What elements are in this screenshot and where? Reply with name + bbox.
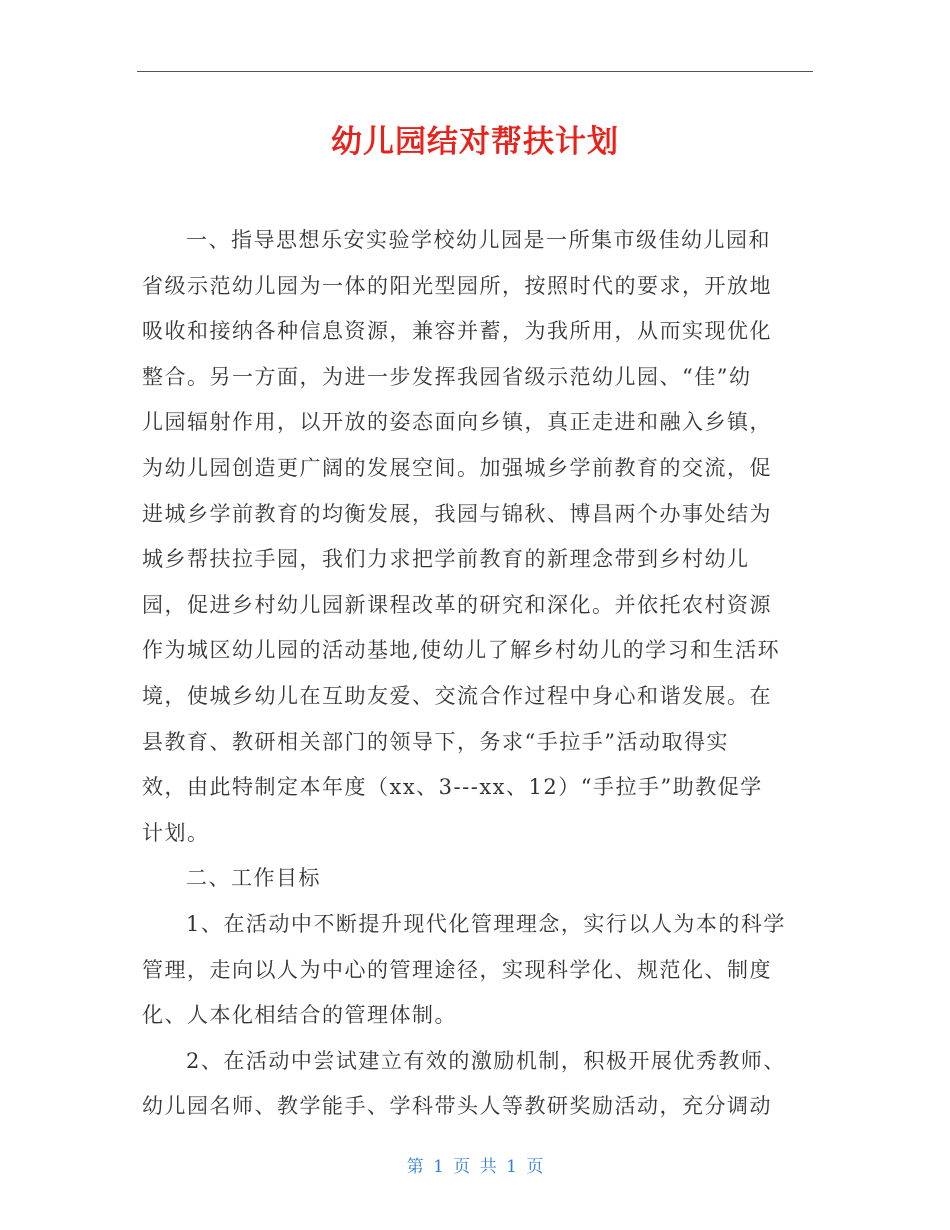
body-line: 1、在活动中不断提升现代化管理理念，实行以人为本的科学 [186, 911, 786, 936]
section-heading: 二、工作目标 [186, 866, 321, 891]
body-line: 儿园辐射作用，以开放的姿态面向乡镇，真正走进和融入乡镇， [142, 410, 772, 435]
body-line: 一、指导思想乐安实验学校幼儿园是一所集市级佳幼儿园和 [186, 228, 771, 252]
body-line: 城乡帮扶拉手园，我们力求把学前教育的新理念带到乡村幼儿 [142, 547, 750, 572]
body-line: 境，使城乡幼儿在互助友爱、交流合作过程中身心和谐发展。在 [142, 683, 772, 708]
body-line: 整合。另一方面，为进一步发挥我园省级示范幼儿园、“佳”幼 [142, 364, 752, 389]
body-line: 作为城区幼儿园的活动基地,使幼儿了解乡村幼儿的学习和生活环 [142, 638, 781, 663]
page-number: 第 1 页 共 1 页 [406, 1157, 544, 1177]
body-line: 幼儿园名师、教学能手、学科带头人等教研奖励活动，充分调动 [142, 1094, 772, 1119]
body-line: 管理，走向以人为中心的管理途径，实现科学化、规范化、制度 [142, 957, 772, 982]
header-rule [137, 71, 813, 72]
body-line: 省级示范幼儿园为一体的阳光型园所，按照时代的要求，开放地 [142, 273, 772, 298]
body-line: 化、人本化相结合的管理体制。 [142, 1003, 457, 1028]
body-line: 进城乡学前教育的均衡发展，我园与锦秋、博昌两个办事处结为 [142, 501, 772, 526]
body-line: 效，由此特制定本年度（xx、3---xx、12）“手拉手”助教促学 [142, 775, 763, 800]
document-title: 幼儿园结对帮扶计划 [331, 124, 619, 160]
body-line: 为幼儿园创造更广阔的发展空间。加强城乡学前教育的交流，促 [142, 455, 772, 480]
body-line: 吸收和接纳各种信息资源，兼容并蓄，为我所用，从而实现优化 [142, 319, 772, 344]
document-body [142, 218, 812, 1130]
body-line: 县教育、教研相关部门的领导下，务求“手拉手”活动取得实 [142, 729, 729, 754]
body-line: 园，促进乡村幼儿园新课程改革的研究和深化。并依托农村资源 [142, 592, 772, 617]
body-line: 计划。 [142, 820, 210, 845]
body-line: 2、在活动中尝试建立有效的激励机制，积极开展优秀教师、 [186, 1048, 786, 1073]
